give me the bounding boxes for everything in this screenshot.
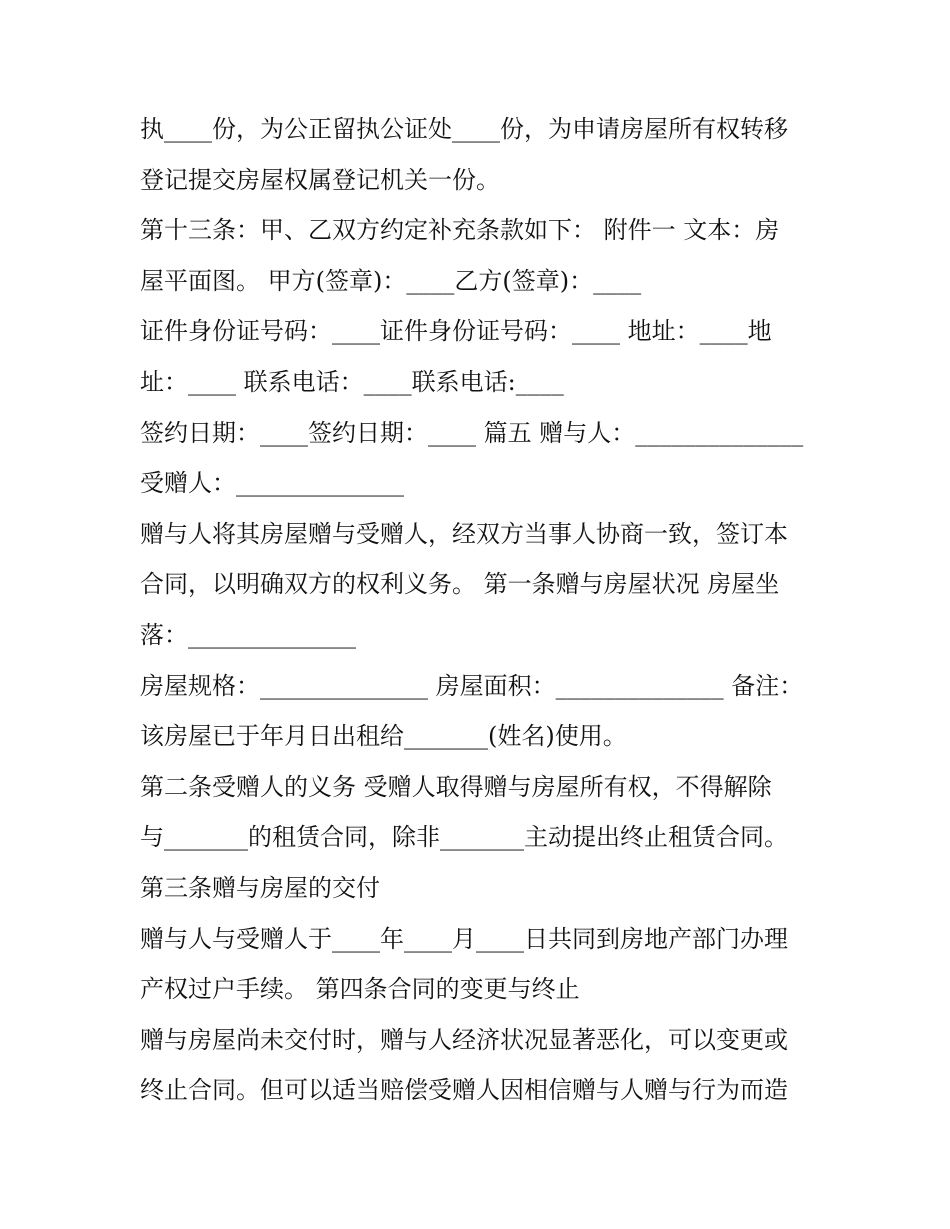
text-line: 合同，以明确双方的权利义务。 第一条赠与房屋状况 房屋坐: [140, 570, 780, 599]
text-line: 终止合同。但可以适当赔偿受赠人因相信赠与人赠与行为而造: [140, 1076, 788, 1105]
text-line: 与_______的租赁合同，除非_______主动提出终止租赁合同。: [140, 823, 788, 852]
text-line: 赠与人与受赠人于____年____月____日共同到房地产部门办理: [140, 924, 788, 953]
text-line: 第三条赠与房屋的交付: [140, 873, 380, 902]
text-line: 产权过户手续。 第四条合同的变更与终止: [140, 975, 580, 1004]
text-line: 受赠人：______________: [140, 469, 404, 498]
text-line: 登记提交房屋权属登记机关一份。: [140, 165, 500, 194]
text-line: 签约日期：____签约日期：____ 篇五 赠与人：______________: [140, 418, 804, 447]
text-line: 屋平面图。 甲方(签章)：____乙方(签章)：____: [140, 266, 642, 295]
text-line: 赠与人将其房屋赠与受赠人，经双方当事人协商一致，签订本: [140, 519, 788, 548]
text-line: 第十三条：甲、乙双方约定补充条款如下： 附件一 文本：房: [140, 216, 780, 245]
text-line: 执____份，为公正留执公证处____份，为申请房屋所有权转移: [140, 115, 788, 143]
text-line: 址：____ 联系电话：____联系电话:____: [140, 367, 564, 396]
text-line: 房屋规格：______________ 房屋面积：______________ 备注：: [140, 671, 804, 700]
text-line: 第二条受赠人的义务 受赠人取得赠与房屋所有权，不得解除: [140, 772, 772, 801]
document-body: [140, 104, 820, 1116]
text-line: 落：______________: [140, 620, 356, 649]
text-line: 证件身份证号码：____证件身份证号码：____ 地址：____地: [140, 317, 772, 346]
text-line: 该房屋已于年月日出租给_______(姓名)使用。: [140, 722, 627, 751]
text-line: 赠与房屋尚未交付时，赠与人经济状况显著恶化，可以变更或: [140, 1025, 788, 1054]
